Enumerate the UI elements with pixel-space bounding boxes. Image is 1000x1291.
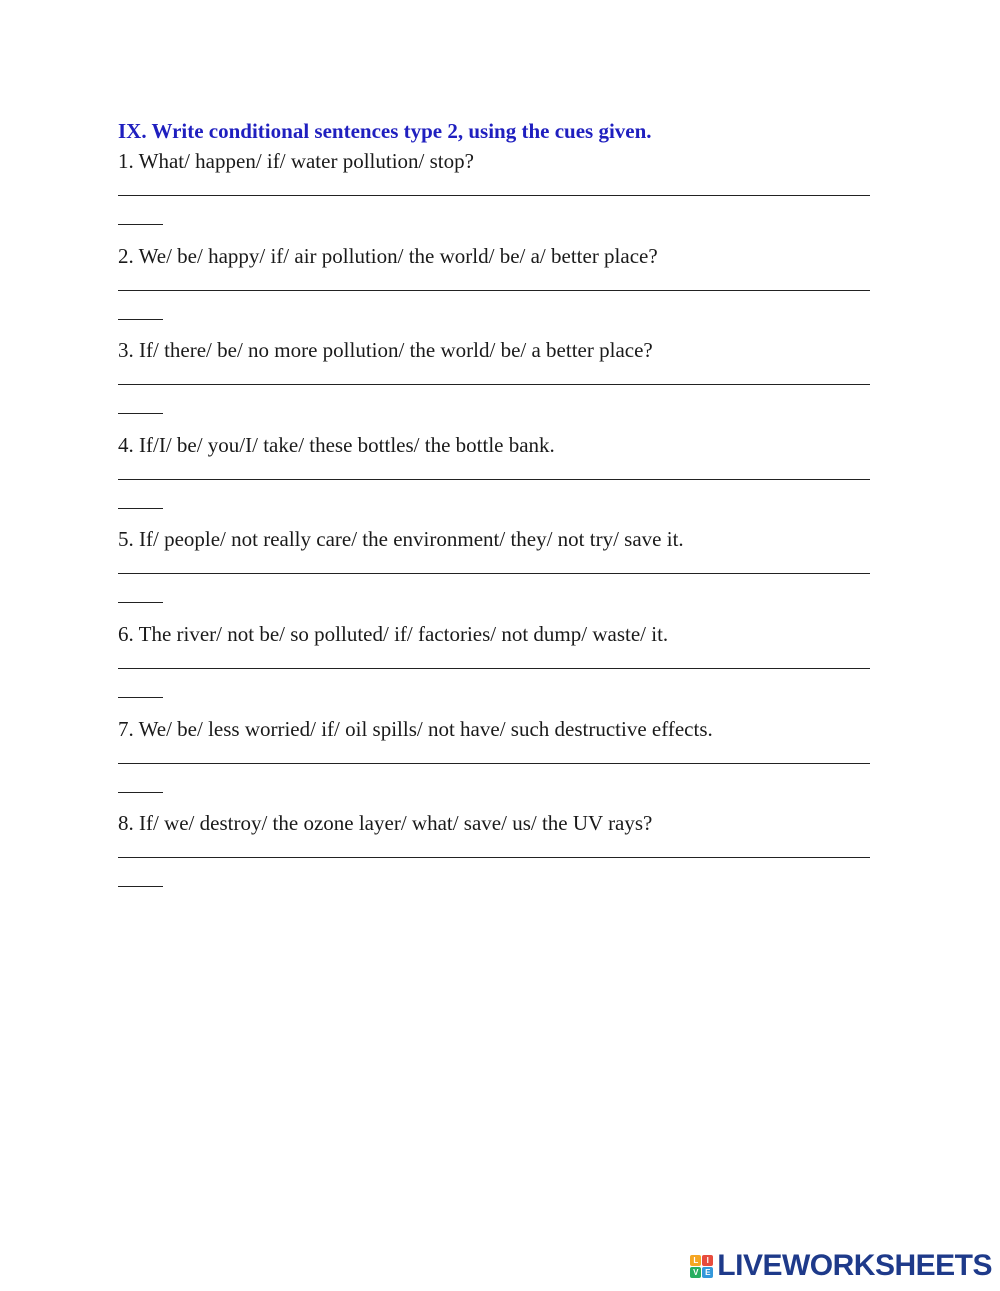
answer-line <box>118 668 870 669</box>
answer-line <box>118 857 870 858</box>
answer-line-tail <box>118 697 163 698</box>
logo-block: V <box>690 1267 701 1278</box>
answer-input-4[interactable] <box>118 459 870 479</box>
answer-line-tail <box>118 602 163 603</box>
item-cue: 5. If/ people/ not really care/ the environment/ they/ not try/ save it. <box>118 527 684 552</box>
answer-line <box>118 384 870 385</box>
answer-line <box>118 763 870 764</box>
answer-line-tail <box>118 792 163 793</box>
exercise-item-6 <box>118 618 878 713</box>
exercise-item-3 <box>118 334 878 429</box>
logo-block: E <box>702 1267 713 1278</box>
logo-text: LIVEWORKSHEETS <box>717 1249 992 1282</box>
answer-line-tail <box>118 886 163 887</box>
exercise-item-8 <box>118 807 878 902</box>
worksheet <box>118 117 878 902</box>
answer-line-tail <box>118 224 163 225</box>
exercise-heading: IX. Write conditional sentences type 2, using the cues given. <box>118 119 652 143</box>
answer-line-tail <box>118 319 163 320</box>
item-cue: 2. We/ be/ happy/ if/ air pollution/ the world/ be/ a/ better place? <box>118 243 658 268</box>
answer-line <box>118 573 870 574</box>
answer-input-3[interactable] <box>118 364 870 384</box>
answer-input-5[interactable] <box>118 553 870 573</box>
logo-block: L <box>690 1255 701 1266</box>
answer-input-7[interactable] <box>118 743 870 763</box>
item-cue: 3. If/ there/ be/ no more pollution/ the world/ be/ a better place? <box>118 338 653 363</box>
answer-line <box>118 479 870 480</box>
answer-line <box>118 195 870 196</box>
answer-line-tail <box>118 508 163 509</box>
logo-mark-icon <box>690 1255 713 1278</box>
exercise-item-5 <box>118 523 878 618</box>
exercise-item-4 <box>118 429 878 524</box>
item-cue: 6. The river/ not be/ so polluted/ if/ factories/ not dump/ waste/ it. <box>118 621 669 646</box>
answer-input-6[interactable] <box>118 648 870 668</box>
answer-line <box>118 290 870 291</box>
answer-input-8[interactable] <box>118 837 870 857</box>
item-cue: 8. If/ we/ destroy/ the ozone layer/ what/ save/ us/ the UV rays? <box>118 811 653 836</box>
exercise-item-2 <box>118 240 878 335</box>
logo-block: I <box>702 1255 713 1266</box>
item-cue: 4. If/I/ be/ you/I/ take/ these bottles/ the bottle bank. <box>118 432 555 457</box>
exercise-item-1 <box>118 145 878 240</box>
item-cue: 7. We/ be/ less worried/ if/ oil spills/ not have/ such destructive effects. <box>118 716 713 741</box>
liveworksheets-logo <box>690 1251 992 1281</box>
answer-input-2[interactable] <box>118 270 870 290</box>
answer-input-1[interactable] <box>118 175 870 195</box>
exercise-item-7 <box>118 713 878 808</box>
item-cue: 1. What/ happen/ if/ water pollution/ stop? <box>118 149 474 173</box>
answer-line-tail <box>118 413 163 414</box>
